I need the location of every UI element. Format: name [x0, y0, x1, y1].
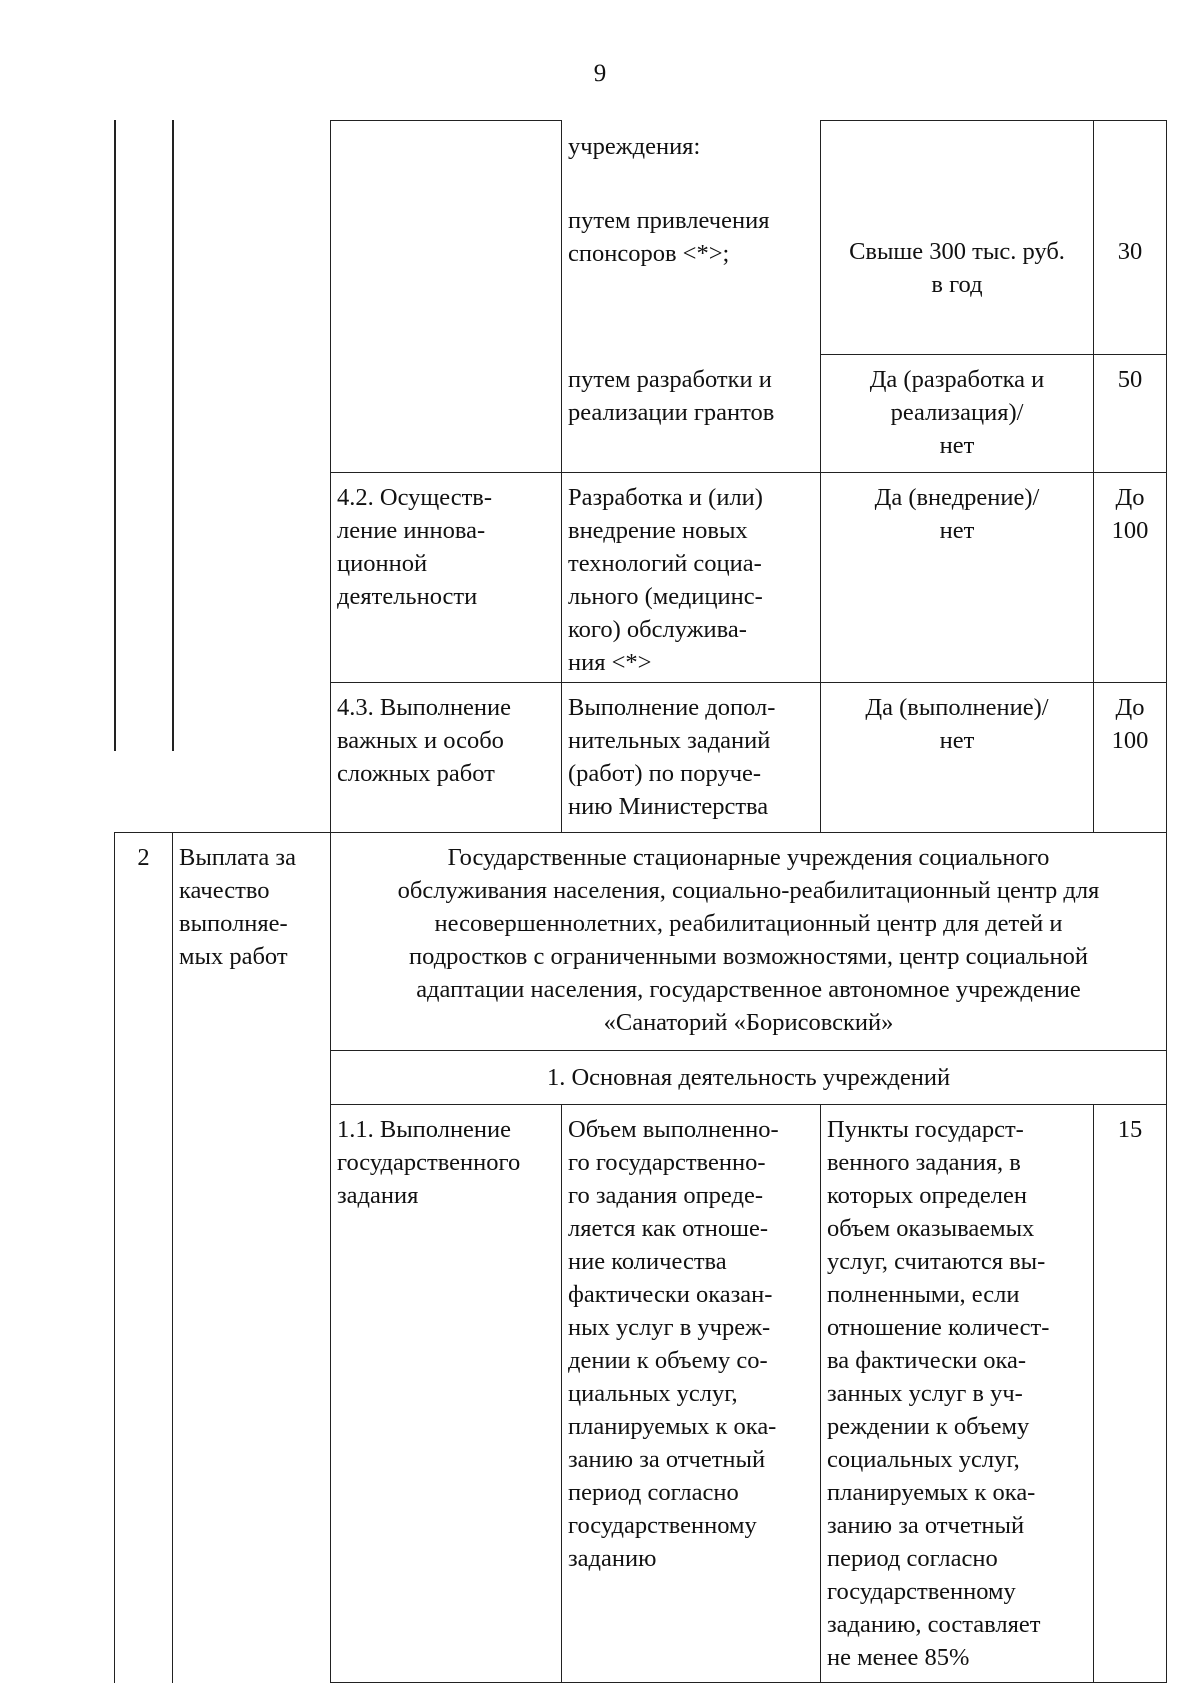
score-cell: 15 — [1094, 1105, 1167, 1683]
indicator-cell — [821, 121, 1094, 355]
criterion-cell: учреждения: — [562, 121, 821, 205]
institutions-cell: Государственные стационарные учреждения социального обслуживания населения, социально-реабилитационный центр для несовершеннолетних, реабилитационный центр для детей и подростков с ограниченными возможностями, центр социальной адаптации населения, государственное автономное учреждение «Санаторий «Борисовский» — [331, 833, 1167, 1051]
score-cell: До 100 — [1094, 473, 1167, 683]
indicator-cell: Пункты государст- венного задания, в которых определен объем оказываемых услуг, считаются вы- полненными, если отношение количест- ва фактически ока- занных услуг в уч- реждении к объему социальных услуг, планируемых к ока- занию за отчетный период согласно государственному заданию, составляет не менее 85% — [821, 1105, 1094, 1683]
indicator-cell: Да (внедрение)/ нет — [821, 473, 1094, 683]
indicator-text: Свыше 300 тыс. руб. в год — [849, 238, 1065, 298]
page-number: 9 — [593, 60, 607, 87]
criterion-cell: путем разработки и реализации грантов — [562, 355, 821, 473]
criterion-cell: Объем выполненно- го государственно- го задания опреде- ляется как отноше- ние количества фактически оказан- ных услуг в учреж- дении к объему со- циальных услуг, планируемых к ока- занию за отчетный период согласно государственному заданию — [562, 1105, 821, 1683]
payments-table — [114, 120, 1167, 1683]
score-cell: 50 — [1094, 355, 1167, 473]
indicator-cell: Да (разработка и реализация)/ нет — [821, 355, 1094, 473]
table-row-4-2 — [115, 473, 1167, 683]
table-row-4-3 — [115, 683, 1167, 833]
criterion-cell: Выполнение допол- нительных заданий (работ) по поруче- нию Министерства — [562, 683, 821, 833]
table-row — [115, 355, 1167, 473]
score-text: 30 — [1117, 238, 1143, 265]
subheader-cell: 1. Основная деятельность учреждений — [331, 1051, 1167, 1105]
table-row-section-2 — [115, 833, 1167, 1051]
section-title: Выплата за качество выполняе- мых работ — [173, 833, 331, 1683]
section-number: 2 — [115, 833, 173, 1683]
score-cell: До 100 — [1094, 683, 1167, 833]
name-cell: 1.1. Выполнение государственного задания — [331, 1105, 562, 1683]
name-cell: 4.2. Осуществ- ление иннова- ционной деятельности — [331, 473, 562, 683]
name-cell: 4.3. Выполнение важных и особо сложных работ — [331, 683, 562, 833]
score-cell — [1094, 121, 1167, 355]
indicator-cell: Да (выполнение)/ нет — [821, 683, 1094, 833]
table-row-continuation — [115, 121, 1167, 205]
criterion-cell: путем привлечения спонсоров <*>; — [562, 204, 821, 354]
criterion-cell: Разработка и (или) внедрение новых технологий социа- льного (медицинс- кого) обслужива- ния <*> — [562, 473, 821, 683]
